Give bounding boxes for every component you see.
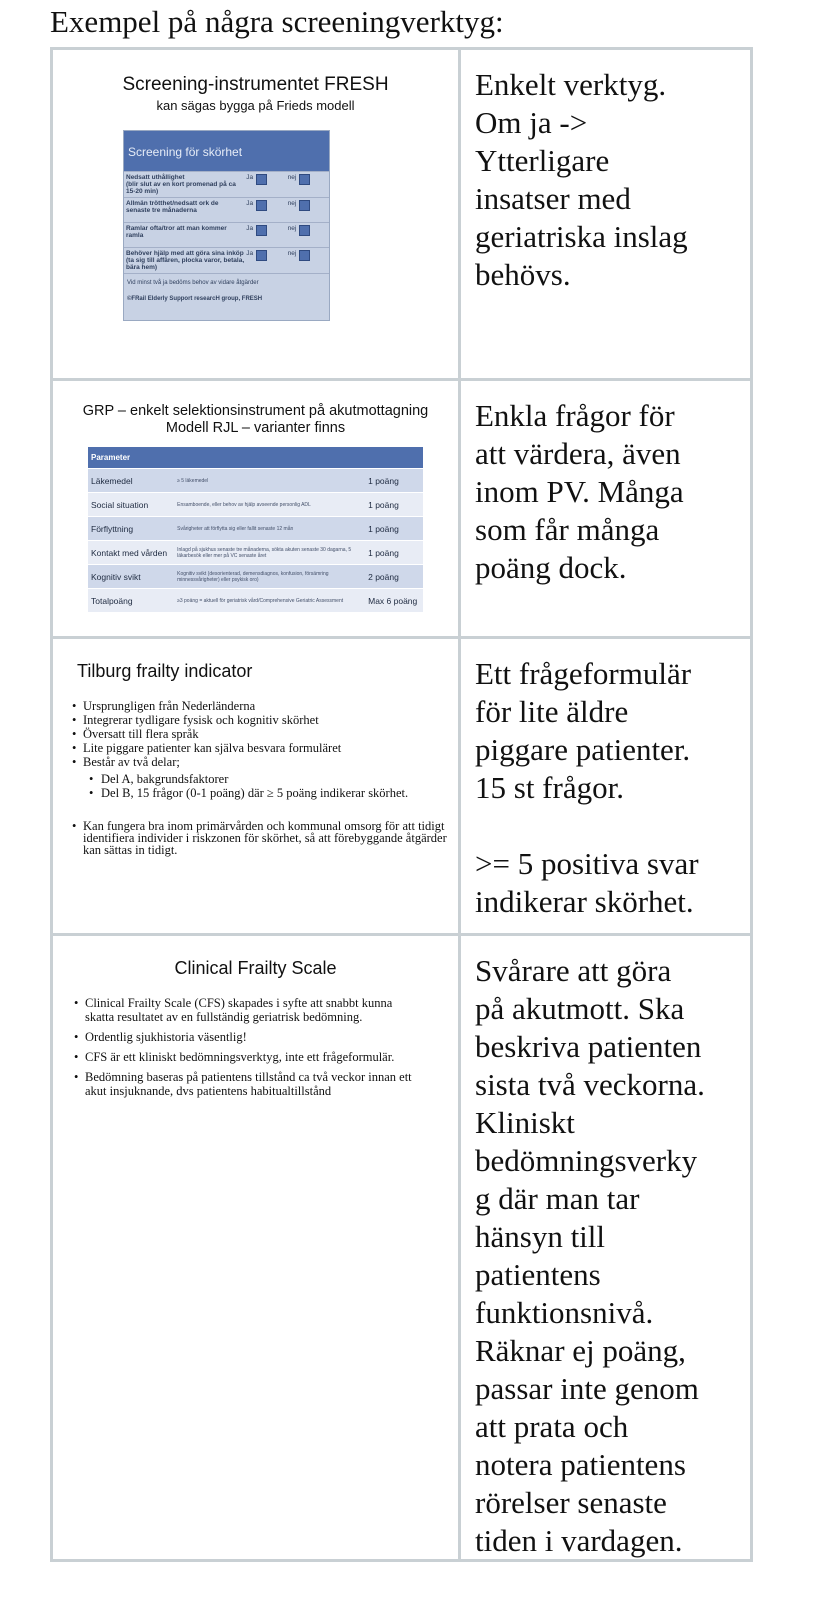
grp-points: 1 poäng [365,469,423,493]
cfs-description: Svårare att göra på akutmott. Ska beskriva patienten sista två veckorna. Kliniskt bedömningsverky g där man tar hänsyn till patientens funktionsnivå. Räknar ej poäng, passar inte genom att prata och notera patientens rörelser senaste tiden i vardagen. [461,936,753,1559]
list-item: • Ordentlig sjukhistoria väsentlig! [73,1030,423,1044]
fresh-footer-note: Vid minst två ja bedöms behov av vidare åtgärder [127,280,259,286]
grp-header: Parameter [88,447,174,469]
yes-label: Ja [246,250,254,257]
grp-title-line2: Modell RJL – varianter finns [165,420,346,436]
grp-row [88,541,423,565]
grp-row [88,517,423,541]
grp-param: Kontakt med vården [88,541,174,565]
table-row [53,381,753,639]
checkbox-icon [299,174,310,185]
grp-param: Förflyttning [88,517,174,541]
tilburg-content [71,699,451,856]
fresh-question: Allmän trötthet/nedsatt ork de senaste tre månaderna [126,200,219,214]
grp-param: Läkemedel [88,469,174,493]
table-row [53,639,753,936]
fresh-item [124,247,329,273]
list-item: • Del B, 15 frågor (0-1 poäng) där ≥ 5 poäng indikerar skörhet. [71,786,451,800]
list-item: • Ursprungligen från Nederländerna [71,699,451,713]
fresh-no [288,223,329,247]
grp-desc: ≥ 5 läkemedel [174,469,365,493]
list-item: • CFS är ett kliniskt bedömningsverktyg, inte ett frågeformulär. [73,1050,423,1064]
tilburg-title: Tilburg frailty indicator [77,661,253,681]
grp-points: 1 poäng [365,541,423,565]
fresh-form-header: Screening för skörhet [124,131,329,171]
grp-points: Max 6 poäng [365,589,423,613]
grp-desc: ≥3 poäng = aktuell för geriatrisk vård/Comprehensive Geriatric Assessment [174,589,365,613]
fresh-copyright: ©FRail Elderly Support researcH group, FRESH [127,296,263,302]
grp-param: Kognitiv svikt [88,565,174,589]
no-label: nej [287,250,297,257]
checkbox-icon [256,250,267,261]
grp-header-blank [174,447,365,469]
cfs-bullets [73,996,423,1098]
list-item: • Del A, bakgrundsfaktorer [71,772,451,786]
cfs-slide [53,936,461,1559]
no-label: nej [287,174,297,181]
fresh-question: Ramlar ofta/tror att man kommer ramla [126,225,227,239]
yes-label: Ja [246,200,254,207]
yes-label: Ja [246,225,254,232]
yes-label: Ja [246,174,254,181]
checkbox-icon [299,250,310,261]
fresh-no [288,172,329,197]
grp-row [88,565,423,589]
grp-param: Totalpoäng [88,589,174,613]
list-item: • Översatt till flera språk [71,727,451,741]
no-label: nej [287,200,297,207]
screening-table [50,47,753,1562]
fresh-no [288,248,329,273]
fresh-yes [246,198,287,222]
fresh-item [124,222,329,247]
fresh-form [123,130,330,321]
fresh-slide [53,50,461,378]
list-item: • Kan fungera bra inom primärvården och kommunal omsorg för att tidigt identifiera individer i riskzonen för skörhet, så att förebyggande åtgärder kan sättas in tidigt. [71,820,451,856]
table-row [53,50,753,381]
list-item: • Bedömning baseras på patientens tillstånd ca två veckor innan ett akut insjuknande, dvs patientens habitualtillstånd [73,1070,423,1098]
tilburg-extra-bullet [71,820,451,856]
grp-desc: Kognitiv svikt (desorienterad, demensdiagnos, konfusion, försämring minnessvårigheter) eller psykisk oro) [174,565,365,589]
fresh-description: Enkelt verktyg. Om ja -> Ytterligare insatser med geriatriska inslag behövs. [461,50,753,378]
fresh-footer [124,273,329,320]
fresh-item [124,197,329,222]
fresh-subtitle: kan sägas bygga på Frieds modell [156,98,355,113]
fresh-yes [246,172,287,197]
fresh-question: Nedsatt uthållighet (blir slut av en kort promenad på ca 15-20 min) [126,174,236,195]
list-item: • Clinical Frailty Scale (CFS) skapades i syfte att snabbt kunna skatta resultatet av en fullständig geriatrisk bedömning. [73,996,423,1024]
checkbox-icon [299,200,310,211]
grp-description: Enkla frågor för att värdera, även inom PV. Många som får många poäng dock. [461,381,753,636]
grp-points: 1 poäng [365,517,423,541]
fresh-item [124,171,329,197]
list-item: • Lite piggare patienter kan själva besvara formuläret [71,741,451,755]
grp-param: Social situation [88,493,174,517]
grp-points: 2 poäng [365,565,423,589]
grp-desc: Ensamboende, eller behov av hjälp avseende personlig ADL [174,493,365,517]
fresh-yes [246,248,287,273]
fresh-question: Behöver hjälp med att göra sina inköp (ta sig till affären, plocka varor, betala, bära hem) [126,250,245,271]
tilburg-slide [53,639,461,933]
grp-slide [53,381,461,636]
grp-row [88,589,423,613]
checkbox-icon [256,200,267,211]
no-label: nej [287,225,297,232]
cfs-title: Clinical Frailty Scale [174,958,337,978]
tilburg-description: Ett frågeformulär för lite äldre piggare patienter. 15 st frågor. >= 5 positiva svar indikerar skörhet. [461,639,753,933]
tilburg-sub-bullets [71,772,451,800]
grp-title-line1: GRP – enkelt selektionsinstrument på akutmottagning [82,403,429,419]
grp-row [88,469,423,493]
list-item: • Integrerar tydligare fysisk och kognitiv skörhet [71,713,451,727]
grp-table [88,447,423,612]
grp-desc: Inlagd på sjukhus senaste tre månaderna, sökta akuten senaste 30 dagarna, 5 läkarbesök eller mer på VC senaste året [174,541,365,565]
grp-desc: Svårigheter att förflytta sig eller fallit senaste 12 mån [174,517,365,541]
fresh-title: Screening-instrumentet FRESH [122,74,389,95]
page-title: Exempel på några screeningverktyg: [50,4,504,39]
grp-row [88,493,423,517]
grp-title [53,403,458,437]
table-row [53,936,753,1562]
fresh-no [288,198,329,222]
list-item: • Består av två delar; [71,755,451,769]
fresh-yes [246,223,287,247]
tilburg-bullets [71,699,451,769]
checkbox-icon [299,225,310,236]
checkbox-icon [256,174,267,185]
grp-points: 1 poäng [365,493,423,517]
checkbox-icon [256,225,267,236]
grp-header-blank [365,447,423,469]
